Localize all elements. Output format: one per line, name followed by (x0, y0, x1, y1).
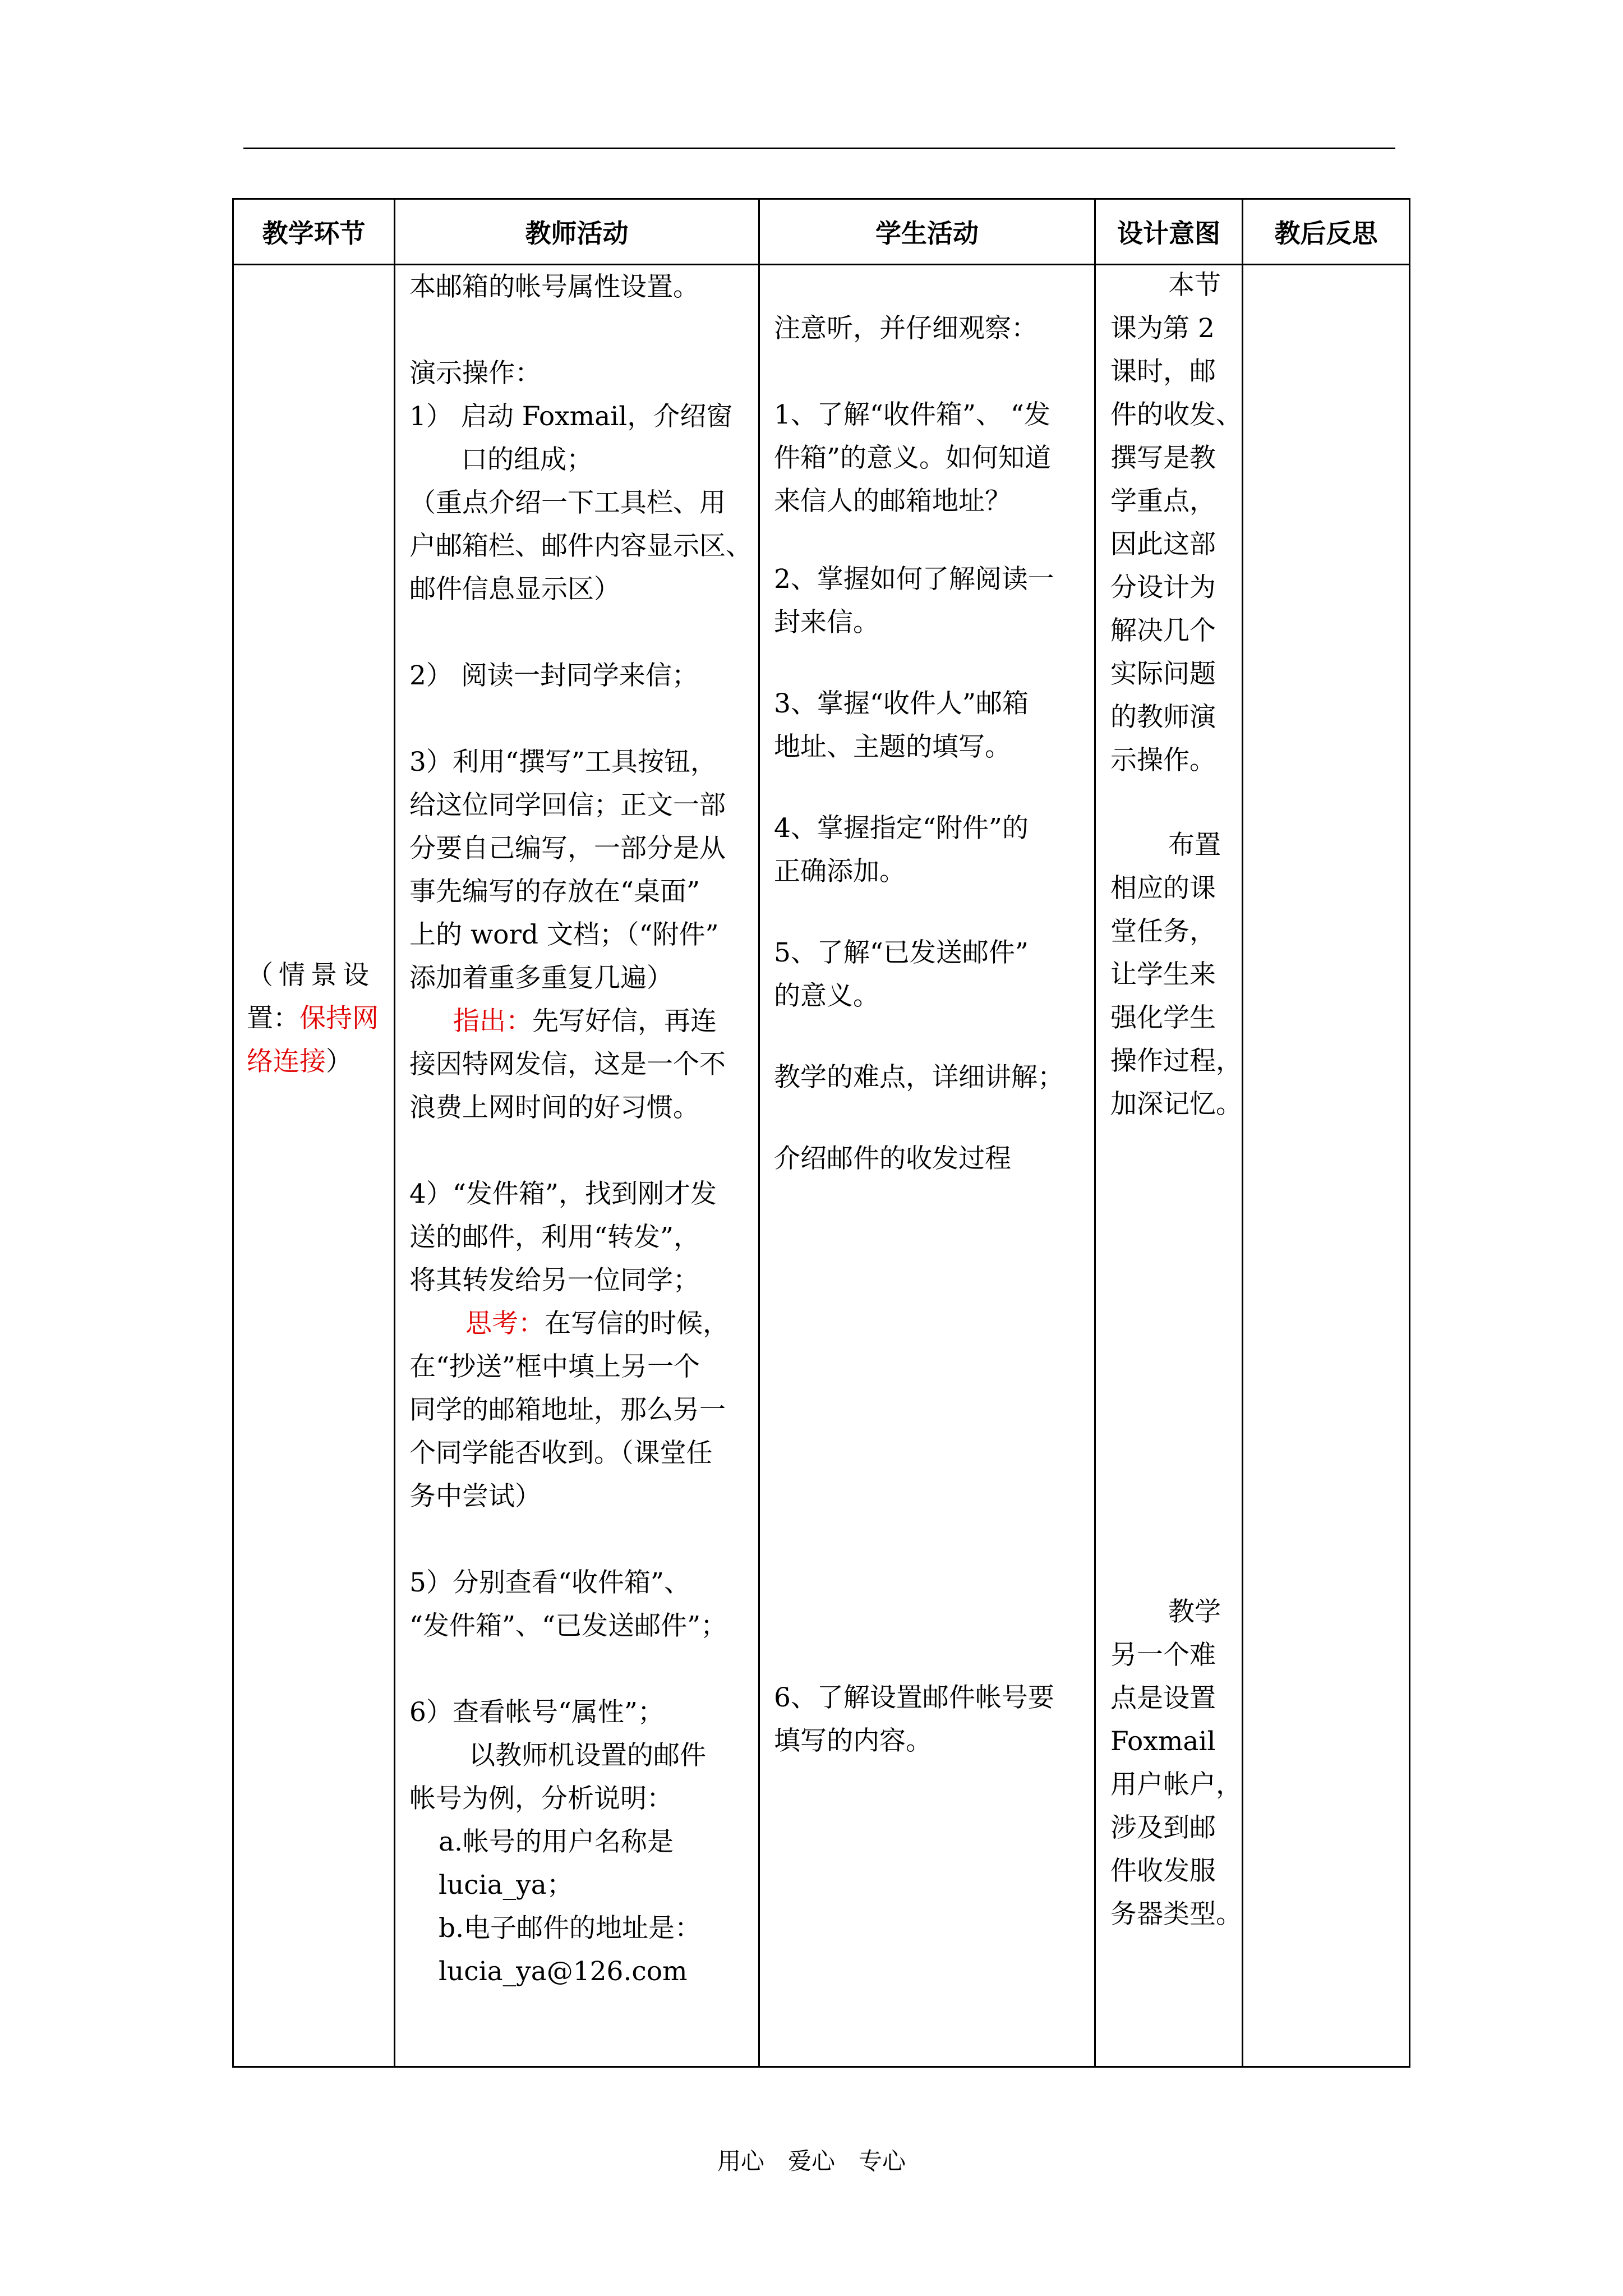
teacher-line: 事先编写的存放在“桌面” (409, 876, 700, 907)
header-rule (243, 148, 1395, 149)
design-line: 另一个难 (1110, 1640, 1216, 1671)
design-line: 实际问题 (1110, 659, 1216, 689)
design-line: 因此这部 (1110, 529, 1216, 560)
design-line: 件的收发、 (1110, 399, 1242, 430)
design-line: 让学生来 (1110, 959, 1216, 990)
teacher-line: a.帐号的用户名称是 (439, 1826, 674, 1857)
teacher-line: 务中尝试） (409, 1481, 541, 1512)
teacher-line: 先写好信，再连 (532, 1006, 717, 1037)
teacher-line: 浪费上网时间的好习惯。 (409, 1092, 699, 1123)
design-line: 分设计为 (1110, 572, 1216, 603)
section-line-3 (247, 1040, 352, 1083)
section-suffix: ） (326, 1046, 352, 1077)
student-line: 4、掌握指定“附件”的 (774, 813, 1029, 844)
teacher-line: lucia_ya@126.com (439, 1956, 688, 1987)
teacher-line: 给这位同学回信；正文一部 (409, 790, 726, 821)
design-line: Foxmail (1110, 1726, 1216, 1757)
teacher-note-sikao (465, 1302, 729, 1345)
student-line: 介绍邮件的收发过程 (774, 1143, 1011, 1174)
teacher-line: lucia_ya； (439, 1870, 573, 1901)
design-line: 操作过程， (1110, 1046, 1242, 1076)
design-line: 相应的课 (1110, 873, 1216, 904)
teacher-line: 帐号为例，分析说明： (409, 1783, 673, 1814)
teacher-line: 个同学能否收到。（课堂任 (409, 1438, 713, 1469)
student-line: 5、了解“已发送邮件” (774, 937, 1029, 968)
teacher-line: 以教师机设置的邮件 (469, 1740, 706, 1771)
teacher-note-zhichu (453, 1000, 717, 1043)
student-line: 注意听，并仔细观察： (774, 313, 1038, 344)
teacher-line: 接因特网发信，这是一个不 (409, 1049, 726, 1080)
student-line: 1、了解“收件箱”、 “发 (774, 399, 1050, 430)
section-line-2 (247, 997, 379, 1040)
design-line: 解决几个 (1110, 615, 1216, 646)
teacher-line: 本邮箱的帐号属性设置。 (409, 272, 699, 302)
teacher-line: 在“抄送”框中填上另一个 (409, 1351, 700, 1382)
student-line: 件箱”的意义。如何知道 (774, 443, 1052, 473)
teacher-red-label: 指出： (453, 1006, 532, 1037)
teacher-line: 邮件信息显示区） (409, 574, 620, 605)
design-line: 课为第 2 (1110, 313, 1215, 344)
header-teaching-phase: 教学环节 (262, 218, 366, 249)
teacher-red-label: 思考： (465, 1308, 545, 1339)
teacher-line: 1） 启动 Foxmail，介绍窗 (409, 401, 733, 432)
header-student-activity: 学生活动 (875, 218, 979, 249)
teacher-line: 同学的邮箱地址，那么另一 (409, 1395, 726, 1425)
teacher-line: 演示操作： (409, 358, 541, 389)
design-line: 务器类型。 (1110, 1899, 1242, 1930)
teacher-line: 3）利用“撰写”工具按钮， (409, 747, 717, 777)
student-line: 填写的内容。 (774, 1726, 932, 1756)
teacher-line: 分要自己编写，一部分是从 (409, 833, 726, 864)
teacher-line: 2） 阅读一封同学来信； (409, 660, 698, 691)
teacher-line: b.电子邮件的地址是： (439, 1913, 702, 1944)
student-line: 3、掌握“收件人”邮箱 (774, 688, 1029, 719)
page-footer: 用心 爱心 专心 (717, 2147, 906, 2175)
design-line: 堂任务， (1110, 916, 1216, 947)
design-line: 点是设置 (1110, 1683, 1216, 1714)
teacher-line: 添加着重多重复几遍） (409, 963, 673, 993)
student-line: 2、掌握如何了解阅读一 (774, 564, 1054, 595)
student-line: 的意义。 (774, 981, 879, 1011)
design-line: 本节 (1168, 270, 1221, 301)
design-line: 撰写是教 (1110, 443, 1216, 473)
design-line: 的教师演 (1110, 702, 1216, 733)
teacher-line: 上的 word 文档；（“附件” (409, 919, 719, 950)
teacher-line: 6）查看帐号“属性”； (409, 1697, 664, 1728)
teacher-line: 在写信的时候， (545, 1308, 729, 1339)
teacher-line: 户邮箱栏、邮件内容显示区、 (409, 531, 752, 562)
teacher-line: 口的组成； (461, 444, 593, 475)
teacher-line: 5）分别查看“收件箱”、 (409, 1567, 690, 1598)
student-line: 正确添加。 (774, 856, 906, 887)
design-line: 件收发服 (1110, 1856, 1216, 1887)
teacher-line: 送的邮件，利用“转发”， (409, 1222, 700, 1253)
student-line: 教学的难点，详细讲解； (774, 1062, 1064, 1093)
header-reflection: 教后反思 (1274, 218, 1378, 249)
design-line: 用户帐户， (1110, 1769, 1242, 1800)
design-line: 学重点， (1110, 486, 1216, 517)
design-line: 强化学生 (1110, 1002, 1216, 1033)
design-line: 示操作。 (1110, 745, 1216, 776)
teacher-line: （重点介绍一下工具栏、用 (409, 487, 726, 518)
section-line-1: （情景设 (247, 960, 375, 991)
design-line: 涉及到邮 (1110, 1812, 1216, 1843)
teacher-line: 4）“发件箱”，找到刚才发 (409, 1179, 717, 1209)
student-line: 来信人的邮箱地址？ (774, 486, 1011, 517)
design-line: 布置 (1168, 830, 1221, 861)
design-line: 加深记忆。 (1110, 1089, 1242, 1120)
header-design-intent: 设计意图 (1117, 218, 1220, 249)
teacher-line: 将其转发给另一位同学； (409, 1265, 699, 1296)
student-line: 地址、主题的填写。 (774, 731, 1011, 762)
design-line: 教学 (1168, 1596, 1221, 1627)
section-prefix: 置： (247, 1003, 299, 1034)
student-line: 封来信。 (774, 607, 879, 638)
section-red-1: 保持网 (299, 1003, 379, 1034)
student-line: 6、了解设置邮件帐号要 (774, 1682, 1054, 1713)
section-red-2: 络连接 (247, 1046, 326, 1077)
teacher-line: “发件箱”、“已发送邮件”； (409, 1611, 727, 1641)
design-line: 课时，邮 (1110, 356, 1216, 387)
header-teacher-activity: 教师活动 (525, 218, 629, 249)
